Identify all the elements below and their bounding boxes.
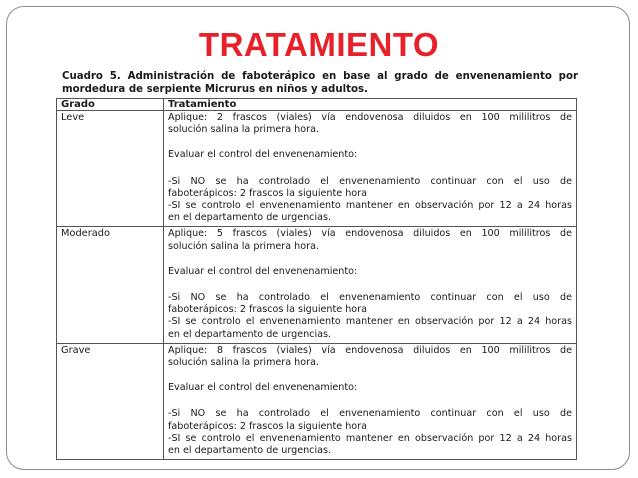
header-tratamiento: Tratamiento xyxy=(164,99,577,111)
table-header-row xyxy=(57,99,577,111)
apply-line-2: solución salina la primera hora. xyxy=(168,240,320,252)
treatment-cell xyxy=(164,111,577,227)
caption-line-2: mordedura de serpiente Micrurus en niños y adultos. xyxy=(62,83,368,95)
grado-cell: Leve xyxy=(57,111,164,227)
evaluate-line: Evaluar el control del envenenamiento: xyxy=(168,265,358,277)
table-caption xyxy=(62,71,578,96)
header-grado: Grado xyxy=(57,99,164,111)
no-control-line-2: faboterápicos: 2 frascos la siguiente hora xyxy=(168,304,367,316)
treatment-table xyxy=(56,98,577,460)
treatment-cell xyxy=(164,343,577,459)
no-control-line-2: faboterápicos: 2 frascos la siguiente hora xyxy=(168,420,367,432)
apply-line-1: Aplique: 5 frascos (viales) vía endovenosa diluidos en 100 mililitros de xyxy=(168,228,572,240)
grado-cell: Moderado xyxy=(57,227,164,343)
controlled-line-2: en el departamento de urgencias. xyxy=(168,212,332,224)
evaluate-line: Evaluar el control del envenenamiento: xyxy=(168,149,358,161)
caption-line-1: Cuadro 5. Administración de faboterápico en base al grado de envenenamiento por xyxy=(62,71,578,82)
controlled-line-2: en el departamento de urgencias. xyxy=(168,328,332,340)
controlled-line-1: -SI se controlo el envenenamiento mantener en observación por 12 a 24 horas xyxy=(168,432,572,444)
controlled-line-2: en el departamento de urgencias. xyxy=(168,445,332,457)
no-control-line-1: -Si NO se ha controlado el envenenamiento continuar con el uso de xyxy=(168,408,572,420)
no-control-line-1: -Si NO se ha controlado el envenenamiento continuar con el uso de xyxy=(168,175,572,187)
apply-line-2: solución salina la primera hora. xyxy=(168,124,320,136)
evaluate-line: Evaluar el control del envenenamiento: xyxy=(168,382,358,394)
apply-line-2: solución salina la primera hora. xyxy=(168,357,320,369)
grado-cell: Grave xyxy=(57,343,164,459)
no-control-line-1: -Si NO se ha controlado el envenenamiento continuar con el uso de xyxy=(168,292,572,304)
no-control-line-2: faboterápicos: 2 frascos la siguiente hora xyxy=(168,187,367,199)
controlled-line-1: -SI se controlo el envenenamiento mantener en observación por 12 a 24 horas xyxy=(168,200,572,212)
controlled-line-1: -SI se controlo el envenenamiento mantener en observación por 12 a 24 horas xyxy=(168,316,572,328)
table-row xyxy=(57,111,577,227)
apply-line-1: Aplique: 8 frascos (viales) vía endovenosa diluidos en 100 mililitros de xyxy=(168,344,572,356)
slide-title: TRATAMIENTO xyxy=(198,26,440,63)
table-row xyxy=(57,227,577,343)
apply-line-1: Aplique: 2 frascos (viales) vía endovenosa diluidos en 100 mililitros de xyxy=(168,112,572,123)
treatment-cell xyxy=(164,227,577,343)
table-row xyxy=(57,343,577,459)
